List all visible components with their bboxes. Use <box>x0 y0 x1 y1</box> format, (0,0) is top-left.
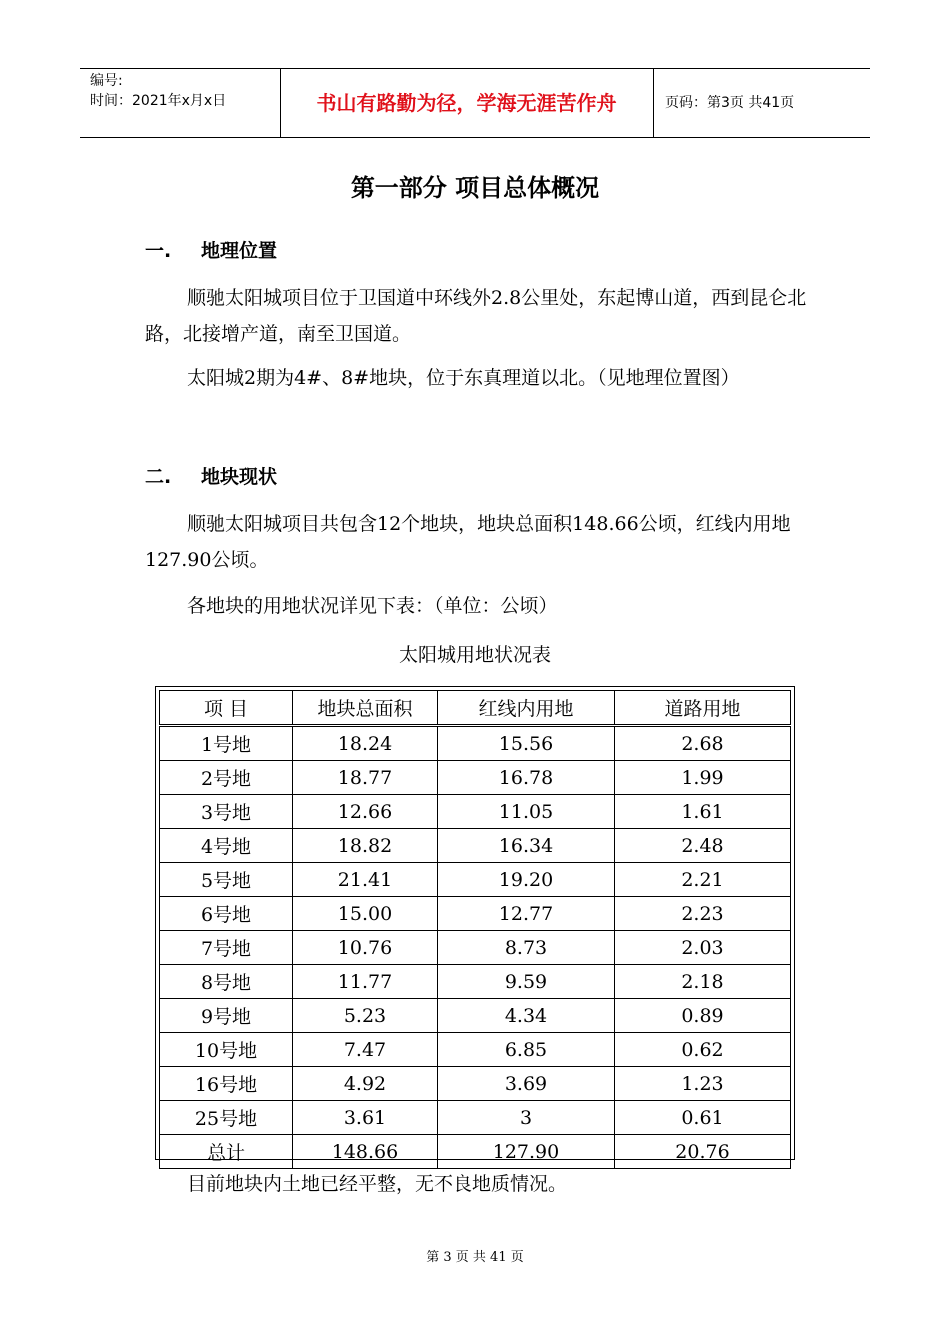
table-cell: 12.66 <box>293 795 438 829</box>
table-cell: 0.62 <box>615 1033 791 1067</box>
table-cell: 9号地 <box>160 999 293 1033</box>
table-cell: 4.92 <box>293 1067 438 1101</box>
table-cell: 0.61 <box>615 1101 791 1135</box>
table-cell: 7号地 <box>160 931 293 965</box>
table-row <box>160 1067 791 1101</box>
closing-paragraph: 目前地块内土地已经平整，无不良地质情况。 <box>187 1173 568 1195</box>
table-cell: 15.00 <box>293 897 438 931</box>
table-cell: 12.77 <box>438 897 615 931</box>
header-page-info: 页码：第3页 共41页 <box>665 95 795 111</box>
table-row <box>160 999 791 1033</box>
paragraph: 各地块的用地状况详见下表：（单位：公顷） <box>187 595 558 617</box>
table-cell: 16.78 <box>438 761 615 795</box>
table-row <box>160 931 791 965</box>
header-time: 时间：2021年x月x日 <box>90 93 227 109</box>
table-cell: 10.76 <box>293 931 438 965</box>
table-cell: 8号地 <box>160 965 293 999</box>
table-cell: 2.23 <box>615 897 791 931</box>
column-header: 红线内用地 <box>438 691 615 726</box>
table-cell: 4号地 <box>160 829 293 863</box>
table-cell: 8.73 <box>438 931 615 965</box>
table-row <box>160 965 791 999</box>
section-title: 地理位置 <box>201 240 278 262</box>
table-cell: 3.61 <box>293 1101 438 1135</box>
table-cell: 127.90 <box>438 1135 615 1169</box>
table-cell: 15.56 <box>438 726 615 761</box>
table-cell: 2.03 <box>615 931 791 965</box>
paragraph: 太阳城2期为4#、8#地块，位于东真理道以北。（见地理位置图） <box>187 367 740 389</box>
table-row <box>160 726 791 761</box>
table-cell: 5.23 <box>293 999 438 1033</box>
header-motto: 书山有路勤为径，学海无涯苦作舟 <box>280 69 654 137</box>
table-cell: 3.69 <box>438 1067 615 1101</box>
table-row <box>160 761 791 795</box>
page-title: 第一部分 项目总体概况 <box>350 174 600 202</box>
table-cell: 总计 <box>160 1135 293 1169</box>
table-row <box>160 863 791 897</box>
table-row <box>160 897 791 931</box>
data-table <box>159 690 791 1169</box>
table-cell: 1号地 <box>160 726 293 761</box>
section-heading-status <box>145 462 277 489</box>
table-cell: 5号地 <box>160 863 293 897</box>
table-cell: 3号地 <box>160 795 293 829</box>
section-number: 二. <box>145 466 172 488</box>
table-cell: 148.66 <box>293 1135 438 1169</box>
table-cell: 4.34 <box>438 999 615 1033</box>
table-body <box>160 726 791 1169</box>
table-cell: 2.68 <box>615 726 791 761</box>
section-heading-location <box>145 236 277 263</box>
table-cell: 7.47 <box>293 1033 438 1067</box>
section-title: 地块现状 <box>201 466 278 488</box>
table-cell: 21.41 <box>293 863 438 897</box>
column-header: 道路用地 <box>615 691 791 726</box>
table-cell: 11.05 <box>438 795 615 829</box>
header-meta <box>80 69 281 137</box>
table-row <box>160 795 791 829</box>
table-cell: 25号地 <box>160 1101 293 1135</box>
table-cell: 11.77 <box>293 965 438 999</box>
table-caption: 太阳城用地状况表 <box>398 644 551 666</box>
table-cell: 1.23 <box>615 1067 791 1101</box>
table-cell: 0.89 <box>615 999 791 1033</box>
column-header: 项 目 <box>160 691 293 726</box>
table-cell: 10号地 <box>160 1033 293 1067</box>
table-header-row <box>160 691 791 726</box>
table-cell: 19.20 <box>438 863 615 897</box>
table-cell: 18.24 <box>293 726 438 761</box>
page-header <box>80 68 870 138</box>
table-cell: 18.77 <box>293 761 438 795</box>
paragraph: 顺驰太阳城项目位于卫国道中环线外2.8公里处，东起博山道，西到昆仑北路，北接增产道，南至卫国道。 <box>145 287 807 345</box>
table-cell: 2.18 <box>615 965 791 999</box>
table-row <box>160 1135 791 1169</box>
page-footer: 第 3 页 共 41 页 <box>426 1250 524 1265</box>
table-cell: 6号地 <box>160 897 293 931</box>
table-cell: 16号地 <box>160 1067 293 1101</box>
land-status-table <box>155 686 795 1164</box>
table-cell: 2.48 <box>615 829 791 863</box>
table-row <box>160 1033 791 1067</box>
column-header: 地块总面积 <box>293 691 438 726</box>
table-row <box>160 829 791 863</box>
table-cell: 6.85 <box>438 1033 615 1067</box>
table-cell: 2号地 <box>160 761 293 795</box>
table-cell: 1.99 <box>615 761 791 795</box>
table-cell: 2.21 <box>615 863 791 897</box>
paragraph: 顺驰太阳城项目共包含12个地块，地块总面积148.66公顷，红线内用地127.90公顷。 <box>145 513 791 571</box>
table-cell: 18.82 <box>293 829 438 863</box>
table-cell: 9.59 <box>438 965 615 999</box>
header-number: 编号: <box>90 73 123 89</box>
table-row <box>160 1101 791 1135</box>
section-number: 一. <box>145 240 172 262</box>
table-cell: 16.34 <box>438 829 615 863</box>
table-cell: 3 <box>438 1101 615 1135</box>
table-cell: 1.61 <box>615 795 791 829</box>
table-cell: 20.76 <box>615 1135 791 1169</box>
